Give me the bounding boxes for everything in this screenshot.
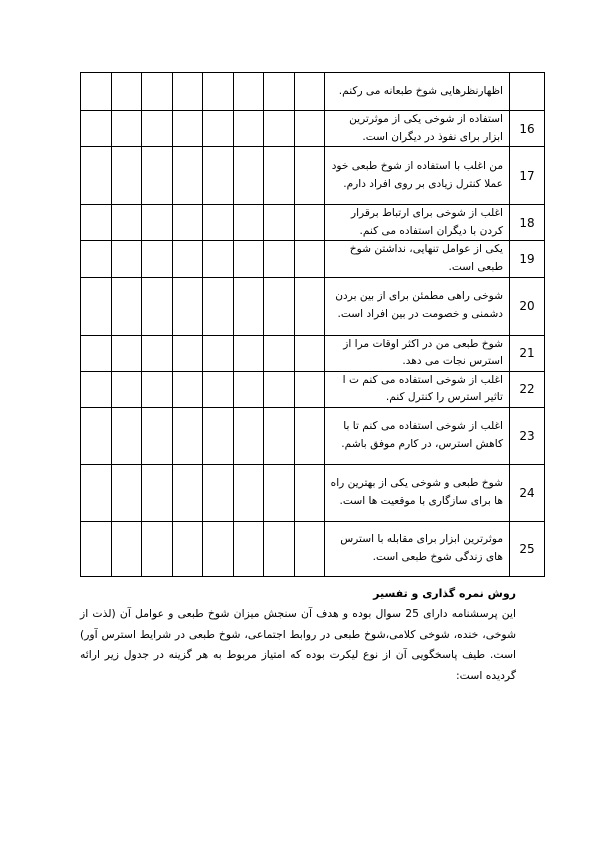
question-text: اغلب از شوخی برای ارتباط برقرار کردن با دیگران استفاده می کنم. [325,205,510,241]
answer-cell [81,371,112,407]
table-row [81,521,545,576]
answer-cell [81,464,112,521]
question-text: یکی از عوامل تنهایی، نداشتن شوخ طبعی است. [325,241,510,277]
answer-cell [264,464,295,521]
answer-cell [111,464,142,521]
answer-cell [264,241,295,277]
answer-cell [81,335,112,371]
table-row [81,464,545,521]
answer-cell [81,147,112,205]
question-text: موثرترین ابزار برای مقابله با استرس های زندگی شوخ طبعی است. [325,521,510,576]
answer-cell [264,371,295,407]
answer-cell [233,111,264,147]
answer-cell [203,205,234,241]
question-number: 16 [510,111,545,147]
question-number: 21 [510,335,545,371]
answer-cell [203,73,234,111]
answer-cell [233,335,264,371]
answer-cell [81,241,112,277]
answer-cell [172,464,203,521]
section-title: روش نمره گذاری و تفسیر [373,587,516,600]
question-text: استفاده از شوخی یکی از موثرترین ابزار برای نفوذ در دیگران است. [325,111,510,147]
answer-cell [203,407,234,464]
question-number: 25 [510,521,545,576]
table-row [81,111,545,147]
table-row [81,73,545,111]
answer-cell [203,521,234,576]
answer-cell [111,73,142,111]
answer-cell [172,521,203,576]
question-text: شوخ طبعی من در اکثر اوقات مرا از استرس نجات می دهد. [325,335,510,371]
table-row [81,277,545,335]
answer-cell [142,73,173,111]
answer-cell [203,241,234,277]
answer-cell [81,205,112,241]
answer-cell [111,521,142,576]
answer-cell [294,111,325,147]
answer-cell [233,73,264,111]
question-text: اغلب از شوخی استفاده می کنم تا با کاهش استرس، در کارم موفق باشم. [325,407,510,464]
answer-cell [172,147,203,205]
table-row [81,147,545,205]
answer-cell [172,241,203,277]
answer-cell [264,521,295,576]
answer-cell [264,73,295,111]
question-text: شوخ طبعی و شوخی یکی از بهترین راه ها برای سازگاری با موقعیت ها است. [325,464,510,521]
answer-cell [172,111,203,147]
answer-cell [294,407,325,464]
answer-cell [233,407,264,464]
answer-cell [81,521,112,576]
answer-cell [203,111,234,147]
answer-cell [233,241,264,277]
question-text: من اغلب با استفاده از شوخ طبعی خود عملا کنترل زیادی بر روی افراد دارم. [325,147,510,205]
answer-cell [203,464,234,521]
question-text: اظهارنظرهایی شوخ طبعانه می رکنم. [325,73,510,111]
answer-cell [142,464,173,521]
answer-cell [264,335,295,371]
answer-cell [233,147,264,205]
answer-cell [142,241,173,277]
answer-cell [203,147,234,205]
question-text: شوخی راهی مطمئن برای از بین بردن دشمنی و خصومت در بین افراد است. [325,277,510,335]
answer-cell [142,407,173,464]
answer-cell [172,73,203,111]
answer-cell [172,277,203,335]
answer-cell [203,335,234,371]
answer-cell [111,147,142,205]
table-row [81,407,545,464]
question-number: 23 [510,407,545,464]
answer-cell [294,464,325,521]
answer-cell [233,521,264,576]
question-number: 18 [510,205,545,241]
answer-cell [203,277,234,335]
answer-cell [111,335,142,371]
answer-cell [81,277,112,335]
answer-cell [264,111,295,147]
question-number: 20 [510,277,545,335]
answer-cell [142,111,173,147]
answer-cell [111,277,142,335]
answer-cell [111,371,142,407]
answer-cell [294,73,325,111]
answer-cell [233,205,264,241]
answer-cell [294,335,325,371]
answer-cell [264,147,295,205]
answer-cell [111,241,142,277]
answer-cell [203,371,234,407]
answer-cell [142,521,173,576]
questionnaire-table [80,72,545,577]
question-number: 24 [510,464,545,521]
answer-cell [294,241,325,277]
table-row [81,371,545,407]
answer-cell [142,205,173,241]
answer-cell [233,371,264,407]
answer-cell [111,407,142,464]
question-number: 17 [510,147,545,205]
answer-cell [294,371,325,407]
table-row [81,335,545,371]
question-number: 22 [510,371,545,407]
answer-cell [264,277,295,335]
answer-cell [264,407,295,464]
answer-cell [81,407,112,464]
answer-cell [172,371,203,407]
answer-cell [172,205,203,241]
answer-cell [142,371,173,407]
answer-cell [142,277,173,335]
answer-cell [172,407,203,464]
answer-cell [294,147,325,205]
question-number [510,73,545,111]
answer-cell [172,335,203,371]
answer-cell [111,111,142,147]
question-text: اغلب از شوخی استفاده می کنم ت ا تاثیر استرس را کنترل کنم. [325,371,510,407]
answer-cell [233,277,264,335]
table-row [81,241,545,277]
answer-cell [142,335,173,371]
answer-cell [264,205,295,241]
answer-cell [81,73,112,111]
answer-cell [294,521,325,576]
answer-cell [294,277,325,335]
question-number: 19 [510,241,545,277]
answer-cell [111,205,142,241]
answer-cell [81,111,112,147]
answer-cell [233,464,264,521]
answer-cell [142,147,173,205]
section-paragraph: این پرسشنامه دارای 25 سوال بوده و هدف آن سنجش میزان شوخ طبعی و عوامل آن (لذت از شوخی، خنده، شوخی کلامی،شوخ طبعی در روابط اجتماعی، شوخ طبعی در شرایط استرس آور) است. طیف پاسخگویی آن از نوع لیکرت بوده که امتیاز مربوط به هر گزینه در جدول زیر ارائه گردیده است: [80,607,516,682]
answer-cell [294,205,325,241]
table-row [81,205,545,241]
